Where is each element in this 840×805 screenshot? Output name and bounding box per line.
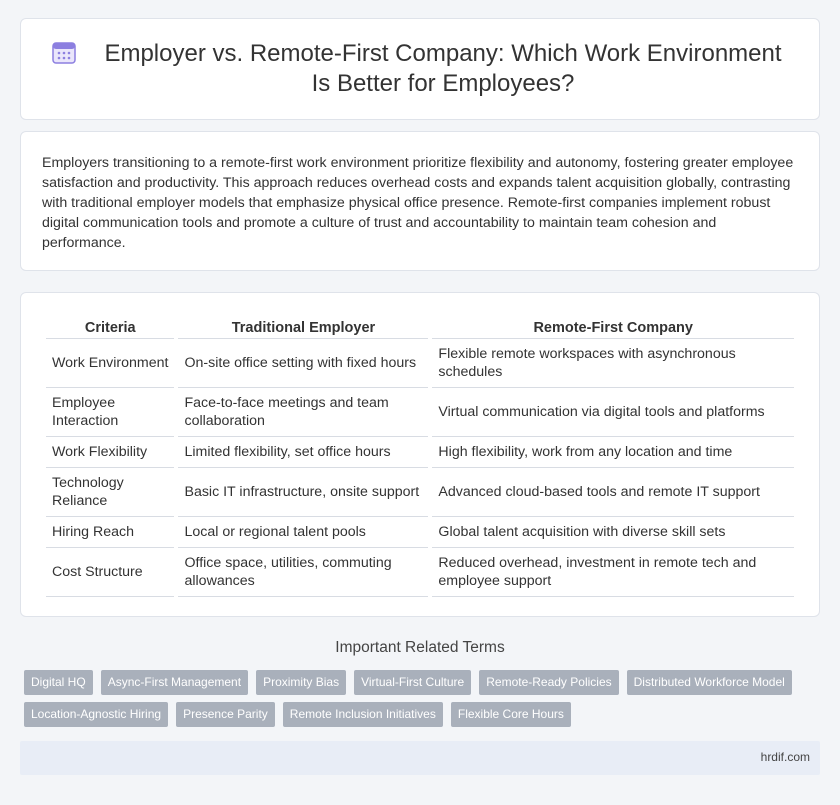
table-cell: Global talent acquisition with diverse skill sets <box>432 517 794 548</box>
table-row <box>46 437 794 468</box>
table-cell: Employee Interaction <box>46 388 174 437</box>
table-cell: Virtual communication via digital tools and platforms <box>432 388 794 437</box>
related-terms-title: Important Related Terms <box>335 639 505 656</box>
tag-proximity-bias[interactable]: Proximity Bias <box>256 670 346 695</box>
table-row <box>46 468 794 517</box>
table-cell: Face-to-face meetings and team collaboration <box>178 388 428 437</box>
table-row <box>46 339 794 388</box>
tag-distributed-workforce-model[interactable]: Distributed Workforce Model <box>627 670 792 695</box>
header-criteria: Criteria <box>46 315 174 339</box>
title-card <box>20 18 820 120</box>
calendar-icon <box>51 39 77 65</box>
summary-text: Employers transitioning to a remote-first work environment prioritize flexibility and autonomy, fostering greater employee satisfaction and productivity. This approach reduces overhead costs and expands talent acquisition globally, contrasting with traditional employer models that emphasize physical office presence. Remote-first companies implement robust digital communication tools and promote a culture of trust and accountability to maintain team cohesion and performance. <box>42 155 794 251</box>
tag-virtual-first-culture[interactable]: Virtual-First Culture <box>354 670 471 695</box>
page-title: Employer vs. Remote-First Company: Which Work Environment Is Better for Employees? <box>104 40 782 97</box>
tag-row <box>24 670 804 695</box>
table-row <box>46 388 794 437</box>
table-cell: High flexibility, work from any location and time <box>432 437 794 468</box>
tag-digital-hq[interactable]: Digital HQ <box>24 670 93 695</box>
table-cell: Work Environment <box>46 339 174 388</box>
related-terms-tags <box>24 670 804 734</box>
comparison-table-card <box>20 292 820 617</box>
header-traditional-employer: Traditional Employer <box>178 315 428 339</box>
table-row <box>46 548 794 597</box>
table-cell: Flexible remote workspaces with asynchronous schedules <box>432 339 794 388</box>
table-cell: Local or regional talent pools <box>178 517 428 548</box>
table-cell: On-site office setting with fixed hours <box>178 339 428 388</box>
table-cell: Basic IT infrastructure, onsite support <box>178 468 428 517</box>
tag-remote-inclusion-initiatives[interactable]: Remote Inclusion Initiatives <box>283 702 443 727</box>
tag-flexible-core-hours[interactable]: Flexible Core Hours <box>451 702 571 727</box>
header-remote-first-company: Remote-First Company <box>432 315 794 339</box>
table-cell: Office space, utilities, commuting allowances <box>178 548 428 597</box>
comparison-table <box>42 315 798 597</box>
footer-site-link[interactable]: hrdif.com <box>760 750 810 764</box>
table-cell: Hiring Reach <box>46 517 174 548</box>
table-cell: Technology Reliance <box>46 468 174 517</box>
table-cell: Cost Structure <box>46 548 174 597</box>
footer <box>20 741 820 775</box>
table-cell: Limited flexibility, set office hours <box>178 437 428 468</box>
table-cell: Advanced cloud-based tools and remote IT support <box>432 468 794 517</box>
tag-async-first-management[interactable]: Async-First Management <box>101 670 248 695</box>
tag-remote-ready-policies[interactable]: Remote-Ready Policies <box>479 670 618 695</box>
tag-row <box>24 702 804 727</box>
tag-presence-parity[interactable]: Presence Parity <box>176 702 275 727</box>
table-cell: Work Flexibility <box>46 437 174 468</box>
tag-location-agnostic-hiring[interactable]: Location-Agnostic Hiring <box>24 702 168 727</box>
table-header-row <box>46 315 794 339</box>
table-cell: Reduced overhead, investment in remote tech and employee support <box>432 548 794 597</box>
table-row <box>46 517 794 548</box>
summary-card <box>20 131 820 271</box>
